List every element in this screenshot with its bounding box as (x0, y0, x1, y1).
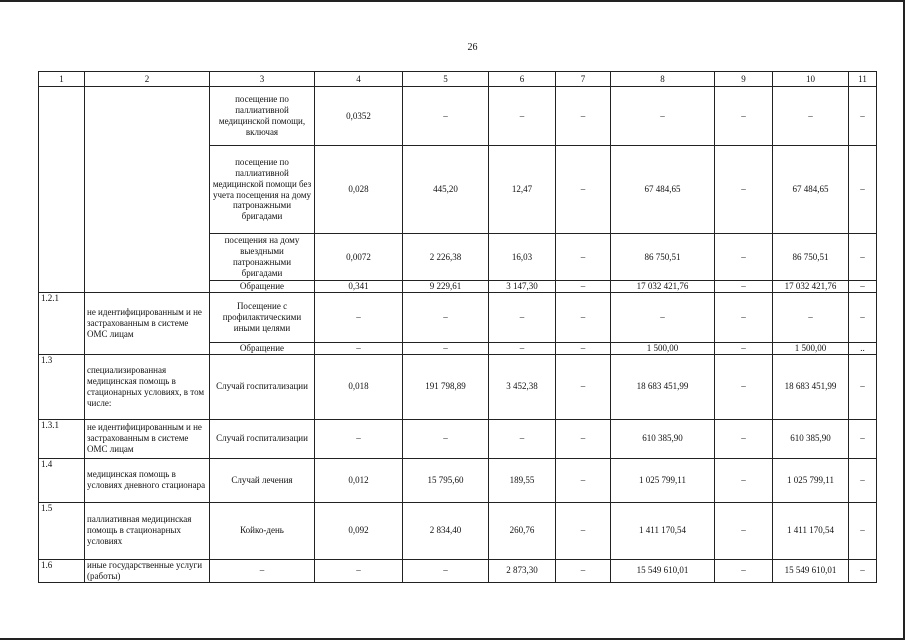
value-cell: – (849, 559, 877, 582)
value-cell: – (715, 502, 773, 559)
value-cell: – (489, 292, 556, 342)
unit-cell: Койко-день (210, 502, 315, 559)
value-cell: – (715, 281, 773, 293)
value-cell: 0,018 (315, 354, 403, 419)
value-cell: 1 411 170,54 (773, 502, 849, 559)
value-cell: – (556, 458, 611, 502)
unit-cell: Посещение с профилактическими иными целями (210, 292, 315, 342)
row-description-cell: не идентифицированным и не застрахованным в системе ОМС лицам (85, 292, 210, 354)
unit-cell: Обращение (210, 281, 315, 293)
header-cell: 11 (849, 72, 877, 87)
value-cell: – (556, 292, 611, 342)
value-cell: 0,0072 (315, 234, 403, 281)
value-cell: – (715, 292, 773, 342)
value-cell: – (715, 419, 773, 458)
value-cell: – (489, 419, 556, 458)
row-description-cell: не идентифицированным и не застрахованным в системе ОМС лицам (85, 419, 210, 458)
value-cell: 67 484,65 (773, 146, 849, 234)
value-cell: – (556, 234, 611, 281)
value-cell: 86 750,51 (611, 234, 715, 281)
value-cell: – (489, 87, 556, 146)
row-number-cell: 1.4 (39, 458, 85, 502)
value-cell: 1 411 170,54 (611, 502, 715, 559)
row-number-cell: 1.5 (39, 502, 85, 559)
header-cell: 6 (489, 72, 556, 87)
value-cell: 1 025 799,11 (611, 458, 715, 502)
value-cell: – (849, 87, 877, 146)
value-cell: 17 032 421,76 (773, 281, 849, 293)
table-row (39, 87, 877, 146)
value-cell: 86 750,51 (773, 234, 849, 281)
value-cell: 2 873,30 (489, 559, 556, 582)
value-cell: 191 798,89 (403, 354, 489, 419)
value-cell: 18 683 451,99 (611, 354, 715, 419)
unit-cell: посещение по паллиативной медицинской помощи без учета посещения на дому патронажными бригадами (210, 146, 315, 234)
value-cell: – (403, 292, 489, 342)
value-cell: 445,20 (403, 146, 489, 234)
row-number-cell: 1.2.1 (39, 292, 85, 354)
value-cell: 67 484,65 (611, 146, 715, 234)
row-description-cell (85, 87, 210, 293)
table-row (39, 502, 877, 559)
header-row (39, 72, 877, 87)
value-cell: – (849, 146, 877, 234)
value-cell: – (611, 87, 715, 146)
header-cell: 9 (715, 72, 773, 87)
row-description-cell: иные государственные услуги (работы) (85, 559, 210, 582)
value-cell: – (715, 234, 773, 281)
unit-cell: посещение по паллиативной медицинской помощи, включая (210, 87, 315, 146)
value-cell: – (403, 559, 489, 582)
value-cell: 15 549 610,01 (773, 559, 849, 582)
value-cell: – (849, 354, 877, 419)
value-cell: – (556, 342, 611, 354)
header-cell: 10 (773, 72, 849, 87)
table-row (39, 458, 877, 502)
row-number-cell: 1.3 (39, 354, 85, 419)
value-cell: 2 226,38 (403, 234, 489, 281)
value-cell: .. (849, 342, 877, 354)
value-cell: – (715, 354, 773, 419)
value-cell: 15 795,60 (403, 458, 489, 502)
unit-cell: посещения на дому выездными патронажными бригадами (210, 234, 315, 281)
value-cell: – (556, 281, 611, 293)
header-cell: 8 (611, 72, 715, 87)
value-cell: – (773, 87, 849, 146)
table-row (39, 354, 877, 419)
value-cell: – (556, 87, 611, 146)
value-cell: – (849, 419, 877, 458)
value-cell: 17 032 421,76 (611, 281, 715, 293)
value-cell: 3 147,30 (489, 281, 556, 293)
header-cell: 5 (403, 72, 489, 87)
value-cell: – (556, 146, 611, 234)
value-cell: – (556, 354, 611, 419)
value-cell: – (489, 342, 556, 354)
value-cell: – (556, 502, 611, 559)
value-cell: 0,092 (315, 502, 403, 559)
value-cell: 15 549 610,01 (611, 559, 715, 582)
value-cell: 189,55 (489, 458, 556, 502)
row-description-cell: паллиативная медицинская помощь в стационарных условиях (85, 502, 210, 559)
value-cell: 0,012 (315, 458, 403, 502)
value-cell: 9 229,61 (403, 281, 489, 293)
value-cell: – (403, 87, 489, 146)
value-cell: 2 834,40 (403, 502, 489, 559)
value-cell: 610 385,90 (611, 419, 715, 458)
value-cell: 1 025 799,11 (773, 458, 849, 502)
row-number-cell (39, 87, 85, 293)
table-row (39, 419, 877, 458)
value-cell: – (315, 559, 403, 582)
value-cell: 1 500,00 (773, 342, 849, 354)
table-row (39, 292, 877, 342)
table-row (39, 559, 877, 582)
value-cell: – (715, 559, 773, 582)
value-cell: 18 683 451,99 (773, 354, 849, 419)
value-cell: 1 500,00 (611, 342, 715, 354)
value-cell: 3 452,38 (489, 354, 556, 419)
value-cell: – (315, 292, 403, 342)
page-number: 26 (467, 42, 478, 53)
value-cell: – (556, 559, 611, 582)
value-cell: – (849, 292, 877, 342)
value-cell: – (715, 146, 773, 234)
unit-cell: Случай госпитализации (210, 419, 315, 458)
value-cell: – (849, 502, 877, 559)
unit-cell: Случай госпитализации (210, 354, 315, 419)
value-cell: – (849, 234, 877, 281)
header-cell: 3 (210, 72, 315, 87)
unit-cell: Обращение (210, 342, 315, 354)
value-cell: – (715, 342, 773, 354)
value-cell: – (556, 419, 611, 458)
value-cell: – (315, 419, 403, 458)
header-cell: 7 (556, 72, 611, 87)
value-cell: 0,028 (315, 146, 403, 234)
row-description-cell: медицинская помощь в условиях дневного стационара (85, 458, 210, 502)
header-cell: 1 (39, 72, 85, 87)
header-cell: 2 (85, 72, 210, 87)
value-cell: – (715, 458, 773, 502)
value-cell: 0,341 (315, 281, 403, 293)
value-cell: – (773, 292, 849, 342)
value-cell: – (403, 419, 489, 458)
value-cell: 610 385,90 (773, 419, 849, 458)
value-cell: – (715, 87, 773, 146)
row-description-cell: специализированная медицинская помощь в стационарных условиях, в том числе: (85, 354, 210, 419)
value-cell: 0,0352 (315, 87, 403, 146)
row-number-cell: 1.6 (39, 559, 85, 582)
value-cell: – (611, 292, 715, 342)
value-cell: – (849, 458, 877, 502)
row-number-cell: 1.3.1 (39, 419, 85, 458)
value-cell: – (403, 342, 489, 354)
value-cell: 12,47 (489, 146, 556, 234)
unit-cell: – (210, 559, 315, 582)
unit-cell: Случай лечения (210, 458, 315, 502)
scan-border-top (0, 0, 905, 2)
value-cell: – (849, 281, 877, 293)
value-cell: – (315, 342, 403, 354)
value-cell: 16,03 (489, 234, 556, 281)
header-cell: 4 (315, 72, 403, 87)
tariff-table (38, 71, 877, 583)
value-cell: 260,76 (489, 502, 556, 559)
